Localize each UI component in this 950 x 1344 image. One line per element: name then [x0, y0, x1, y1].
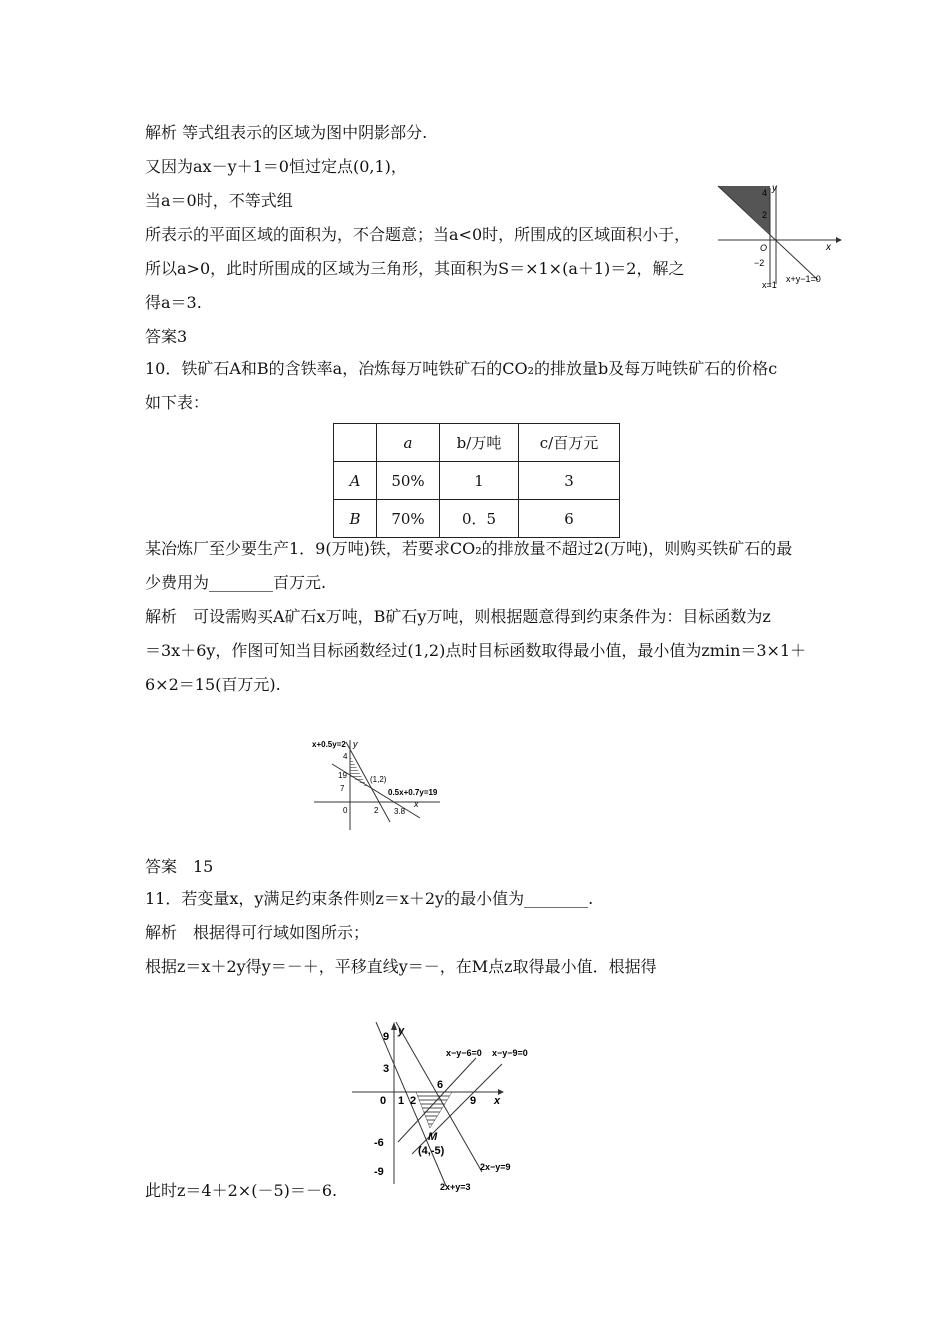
p10-solution-2: ＝3x＋6y，作图可知当目标函数经过(1,2)点时目标函数取得最小值，最小值为zmin＝3×1＋	[145, 641, 807, 660]
line-label: x+0.5y=2	[312, 740, 346, 749]
tick-label: -6	[374, 1137, 384, 1149]
table-cell: 70%	[377, 500, 440, 538]
tick-label: 4	[762, 188, 768, 198]
y-axis-label: y	[772, 183, 777, 194]
origin-label: 0	[343, 806, 348, 815]
p9-line-2: 又因为ax－y＋1＝0恒过定点(0,1)，	[145, 157, 407, 176]
p9-answer: 答案3	[145, 327, 188, 346]
p10-question-4: 少费用为________百万元.	[145, 573, 327, 592]
data-table	[333, 423, 620, 538]
table-cell: 6	[519, 500, 620, 538]
line-label: x+y−1=0	[786, 274, 821, 284]
line-label: x−y−6=0	[446, 1048, 482, 1058]
region-graph-3	[350, 1022, 550, 1194]
tick-label: 1	[398, 1095, 405, 1107]
table-row	[334, 500, 620, 538]
table-cell	[334, 424, 377, 462]
table-cell: c/百万元	[519, 424, 620, 462]
p10-solution-3: 6×2＝15(百万元).	[145, 675, 281, 694]
point-label: M	[428, 1131, 438, 1143]
x-axis-label: x	[826, 242, 831, 253]
p11-solution-2: 根据z＝x＋2y得y＝－＋，平移直线y＝－，在M点z取得最小值．根据得	[145, 957, 657, 976]
tick-label: -9	[374, 1166, 384, 1178]
line-label: 2x+y=3	[440, 1182, 471, 1192]
p11-solution-1: 解析 根据得可行域如图所示；	[145, 923, 370, 942]
p9-line-4: 所表示的平面区域的面积为，不合题意；当a<0时，所围成的区域面积小于，	[145, 225, 691, 244]
y-axis-label: y	[398, 1025, 405, 1037]
tick-label: −2	[754, 258, 765, 268]
p10-answer: 答案 15	[145, 857, 214, 876]
p10-solution-1: 解析 可设需购买A矿石x万吨，B矿石y万吨，则根据题意得到约束条件为：目标函数为z	[145, 607, 771, 626]
tick-label: 19	[338, 771, 347, 780]
hatched-region	[350, 756, 368, 788]
y-axis-arrow-icon	[391, 1022, 397, 1030]
tick-label: 4	[343, 752, 348, 761]
tick-label: 9	[383, 1031, 390, 1043]
table-cell: a	[377, 424, 440, 462]
p11-solution-3: 此时z＝4＋2×(－5)＝－6.	[145, 1181, 338, 1200]
y-axis-label: y	[353, 739, 358, 749]
table-row	[334, 462, 620, 500]
x-axis-label: x	[494, 1095, 501, 1107]
x-axis-arrow-icon	[836, 237, 842, 243]
line-label: x=1	[762, 280, 777, 290]
region-graph-1	[712, 182, 842, 290]
tick-label: 2	[410, 1095, 417, 1107]
tick-label: 2	[762, 210, 768, 220]
tick-label: 2	[374, 806, 379, 815]
p10-question-3: 某冶炼厂至少要生产1．9(万吨)铁，若要求CO₂的排放量不超过2(万吨)，则购买铁矿石的最	[145, 539, 793, 558]
line-label: 0.5x+0.7y=19	[388, 788, 438, 797]
line-label: x−y−9=0	[492, 1048, 528, 1058]
p10-question-2: 如下表：	[145, 393, 210, 412]
tick-label: 6	[437, 1079, 444, 1091]
p9-line-6: 得a＝3.	[145, 293, 202, 312]
tick-label: 7	[340, 784, 345, 793]
table-cell: 50%	[377, 462, 440, 500]
tick-label: 3	[383, 1063, 390, 1075]
line-label: 2x−y=9	[480, 1162, 511, 1172]
point-label: (4,-5)	[418, 1145, 445, 1157]
tick-label: 3.8	[394, 807, 406, 816]
p9-line-3: 当a＝0时，不等式组	[145, 191, 293, 210]
point-label: (1,2)	[370, 775, 387, 784]
p10-question-1: 10．铁矿石A和B的含铁率a，冶炼每万吨铁矿石的CO₂的排放量b及每万吨铁矿石的价格c	[145, 359, 778, 378]
p11-question: 11．若变量x，y满足约束条件则z＝x＋2y的最小值为________.	[145, 889, 594, 908]
table-cell: 3	[519, 462, 620, 500]
table-cell: b/万吨	[440, 424, 519, 462]
p9-line-5: 所以a>0，此时所围成的区域为三角形，其面积为S＝×1×(a＋1)＝2，解之	[145, 259, 685, 278]
tick-label: 9	[470, 1095, 477, 1107]
table-row	[334, 424, 620, 462]
table-cell: A	[334, 462, 377, 500]
p9-line-1: 解析 等式组表示的区域为图中阴影部分.	[145, 123, 428, 142]
table-cell: 1	[440, 462, 519, 500]
region-graph-2	[310, 736, 450, 832]
table-cell: 0．5	[440, 500, 519, 538]
x-axis-label: x	[414, 799, 419, 809]
origin-label: 0	[380, 1095, 387, 1107]
table-cell: B	[334, 500, 377, 538]
origin-label: O	[760, 243, 768, 253]
